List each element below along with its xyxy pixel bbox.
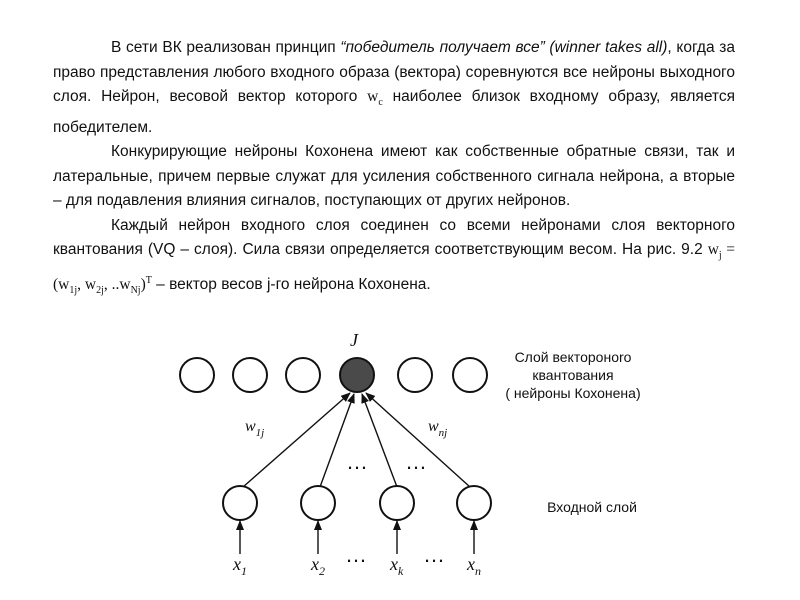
vq-layer-label-line1: Слой вектороноrо [514, 349, 632, 365]
input-neuron-1 [223, 486, 257, 520]
winner-neuron [340, 358, 374, 392]
connection-x1 [243, 393, 350, 487]
input-label-k: $x_k$ [390, 554, 404, 578]
vq-neuron-2 [233, 358, 267, 392]
input-label-n: $x_n$ [467, 554, 481, 578]
weight-label-left: $w_{1j}$ [245, 418, 265, 439]
paragraph-2: Конкурирующие нейроны Кохонена имеют как собственные обратные связи, так и латеральные, причем первые служат для усиления собственного сигнала нейрона, а вторые – для подавления влияния сигналов, поступающих от других нейронов. [53, 143, 735, 210]
vq-neuron-3 [286, 358, 320, 392]
vq-layer-label-line3: ( нейроны Кохонена) [505, 385, 641, 401]
p1-symbol: $w_c$ [367, 88, 383, 109]
vq-neuron-5 [398, 358, 432, 392]
p1-quote: “победитель получает все” (winner takes all) [340, 39, 668, 56]
kohonen-network-diagram [0, 330, 800, 600]
p3-formula: $w_j = (w_{1j}$, $w_{2j}$, $..w_{Nj})^T$ [53, 241, 735, 296]
weight-label-right: $w_{nj}$ [428, 418, 448, 439]
text-body [53, 36, 735, 303]
input-label-2: $x_2$ [311, 554, 325, 578]
vq-layer-label-line2: квантования [532, 367, 614, 383]
ellipsis-bottom-left: … [345, 542, 367, 567]
ellipsis-middle-right: … [405, 449, 427, 474]
paragraph-1 [53, 36, 735, 140]
paragraph-3 [53, 214, 735, 304]
input-neuron-2 [301, 486, 335, 520]
input-neuron-k [380, 486, 414, 520]
p1-rest: , когда за право представления любого входного образа (вектора) соревнуются все нейроны выходного слоя. Нейрон, весовой вектор которого [53, 39, 736, 105]
winner-label: J [350, 330, 358, 350]
p1-lead: В сети ВК реализован принцип [111, 39, 341, 56]
input-layer-label: Входной слой [547, 499, 637, 515]
input-label-1: $x_1$ [233, 554, 247, 578]
ellipsis-bottom-right: … [423, 542, 445, 567]
input-neuron-n [457, 486, 491, 520]
p3-text: Каждый нейрон входного слоя соединен со всеми нейронами слоя векторного квантования (VQ – слоя). Сила связи определяется соответствующим весом. На рис. 9.2 [53, 216, 735, 259]
p1-tail: наиболее близок входному образу, является победителем. [53, 88, 735, 136]
vq-neuron-6 [453, 358, 487, 392]
p3-tail: – вектор весов j-го нейрона Кохонена. [151, 275, 431, 293]
vq-neuron-1 [180, 358, 214, 392]
ellipsis-middle-left: … [346, 449, 368, 474]
